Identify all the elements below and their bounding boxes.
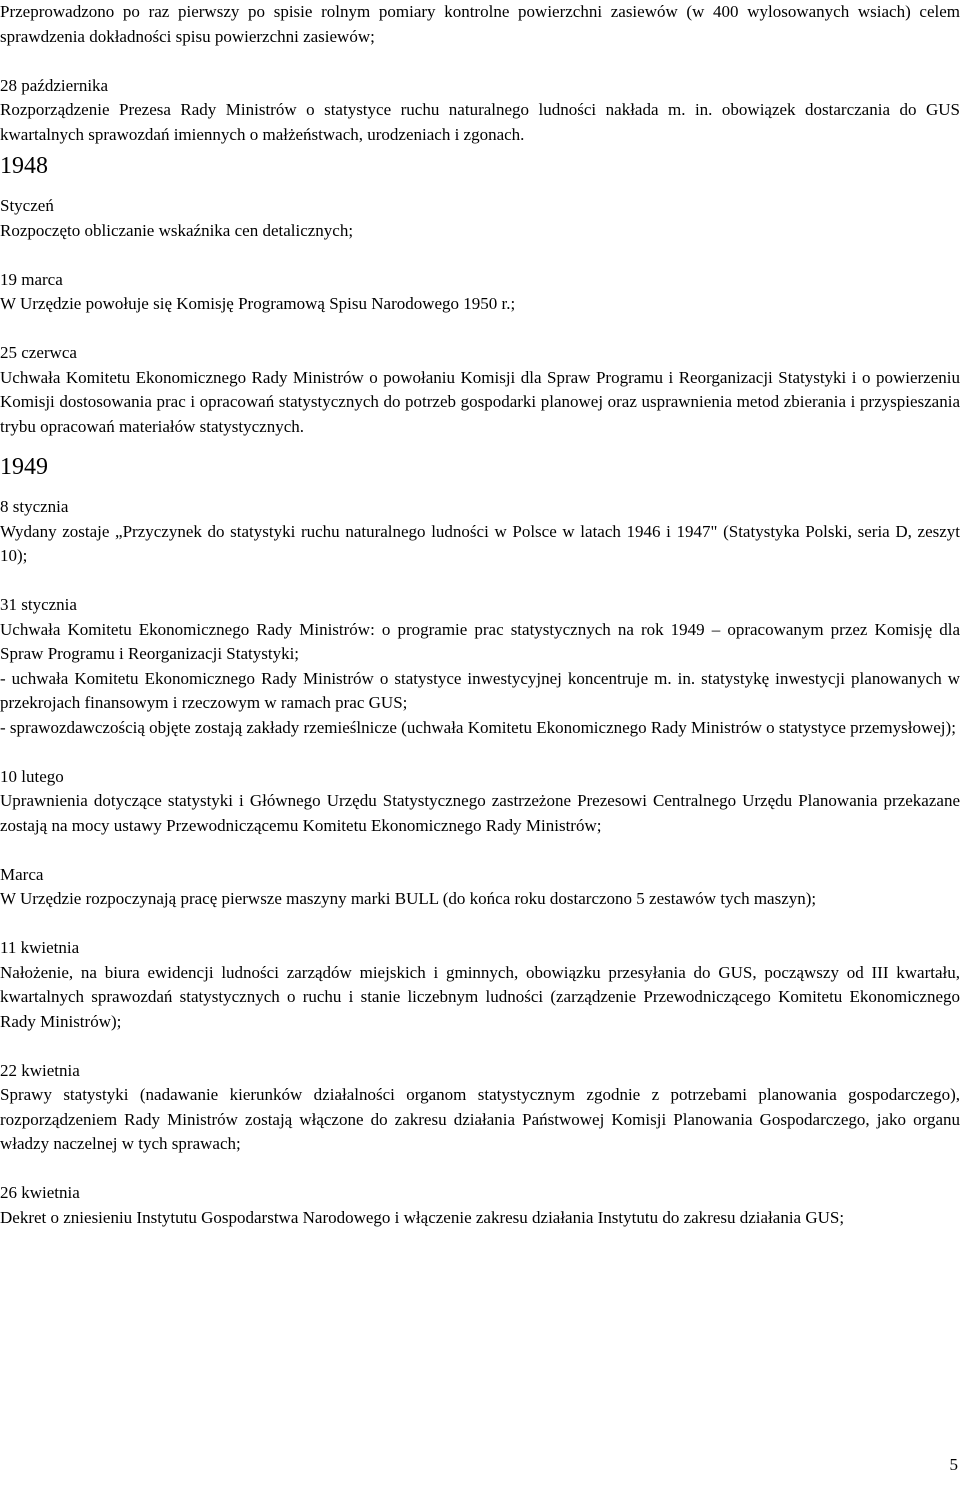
spacer [0,1157,960,1182]
entry-text: Uchwała Komitetu Ekonomicznego Rady Ministrów: o programie prac statystycznych na rok 1949 – opracowanym przez Komisję dla Spraw Programu i Reorganizacji Statystyki; [0,619,960,663]
spacer [0,1034,960,1059]
entry-text: W Urzędzie powołuje się Komisję Programową Spisu Narodowego 1950 r.; [0,294,516,313]
spacer [0,569,960,594]
entry-text: Uchwała Komitetu Ekonomicznego Rady Ministrów o powołaniu Komisji dla Spraw Programu i Reorganizacji Statystyki i o powierzeniu Komisji dostosowania prac i opracowań statystycznych do potrzeb gospodarki planowej oraz usprawnienia metod zbierania i przyspieszania trybu opracowań materiałów statystycznych. [0,367,960,436]
paragraph-control-measurements: Przeprowadzono po raz pierwszy po spisie rolnym pomiary kontrolne powierzchni zasiewów (w 400 wylosowanych wsiach) celem sprawdzenia dokładności spisu powierzchni zasiewów; [0,2,960,46]
spacer [0,912,960,937]
entry-date: 31 stycznia [0,595,77,614]
year-heading-1948: 1948 [0,153,48,179]
entry-date: 8 stycznia [0,497,69,516]
entry-text: - sprawozdawczością objęte zostają zakłady rzemieślnicze (uchwała Komitetu Ekonomicznego Rady Ministrów o statystyce przemysłowej); [0,717,956,737]
entry-date: 10 lutego [0,766,64,786]
spacer [0,740,960,765]
spacer [0,49,960,74]
entry-text: - uchwała Komitetu Ekonomicznego Rady Ministrów o statystyce inwestycyjnej koncentruje m. in. statystykę inwestycji planowanych w przekrojach finansowym i rzeczowym w ramach prac GUS; [0,668,960,712]
entry-date: 28 października [0,75,109,95]
entry-date: 22 kwietnia [0,1060,80,1080]
entry-text: Wydany zostaje „Przyczynek do statystyki ruchu naturalnego ludności w Polsce w latach 1946 i 1947" (Statystyka Polski, seria D, zeszyt 10); [0,521,960,565]
year-heading-1949: 1949 [0,454,48,480]
entry-date: Marca [0,864,44,884]
entry-text: Dekret o zniesieniu Instytutu Gospodarstwa Narodowego i włączenie zakresu działania Instytutu do zakresu działania GUS; [0,1207,845,1227]
entry-text: Rozpoczęto obliczanie wskaźnika cen detalicznych; [0,220,354,240]
page-number: 5 [949,1455,958,1474]
entry-date: Styczeń [0,196,54,215]
spacer [0,317,960,342]
entry-date: 26 kwietnia [0,1183,80,1202]
entry-text: W Urzędzie rozpoczynają pracę pierwsze maszyny marki BULL (do końca roku dostarczono 5 zestawów tych maszyn); [0,889,817,908]
entry-text: Uprawnienia dotyczące statystyki i Głównego Urzędu Statystycznego zastrzeżone Prezesowi Centralnego Urzędu Planowania przekazane zostają na mocy ustawy Przewodniczącemu Komitetu Ekonomicznego Rady Ministrów; [0,791,960,835]
entry-date: 25 czerwca [0,343,77,362]
entry-text: Nałożenie, na biura ewidencji ludności zarządów miejskich i gminnych, obowiązku przesyłania do GUS, począwszy od III kwartału, kwartalnych sprawozdań statystycznych o ruchu i stanie liczebnym ludności (zarządzenie Przewodniczącego Komitetu Ekonomicznego Rady Ministrów); [0,962,960,1031]
spacer [0,838,960,863]
spacer [0,243,960,268]
paragraph-vital-statistics-regulation: Rozporządzenie Prezesa Rady Ministrów o statystyce ruchu naturalnego ludności nakłada m. in. obowiązek dostarczania do GUS kwartalnych sprawozdań imiennych o małżeństwach, urodzeniach i zgonach. [0,100,960,144]
entry-date: 11 kwietnia [0,938,80,957]
entry-text: Sprawy statystyki (nadawanie kierunków działalności organom statystycznym zgodnie z potrzebami planowania gospodarczego), rozporządzeniem Rady Ministrów zostają włączone do zakresu działania Państwowej Komisji Planowania Gospodarczego, jako organu władzy naczelnej w tych sprawach; [0,1085,960,1153]
entry-date: 19 marca [0,269,63,289]
